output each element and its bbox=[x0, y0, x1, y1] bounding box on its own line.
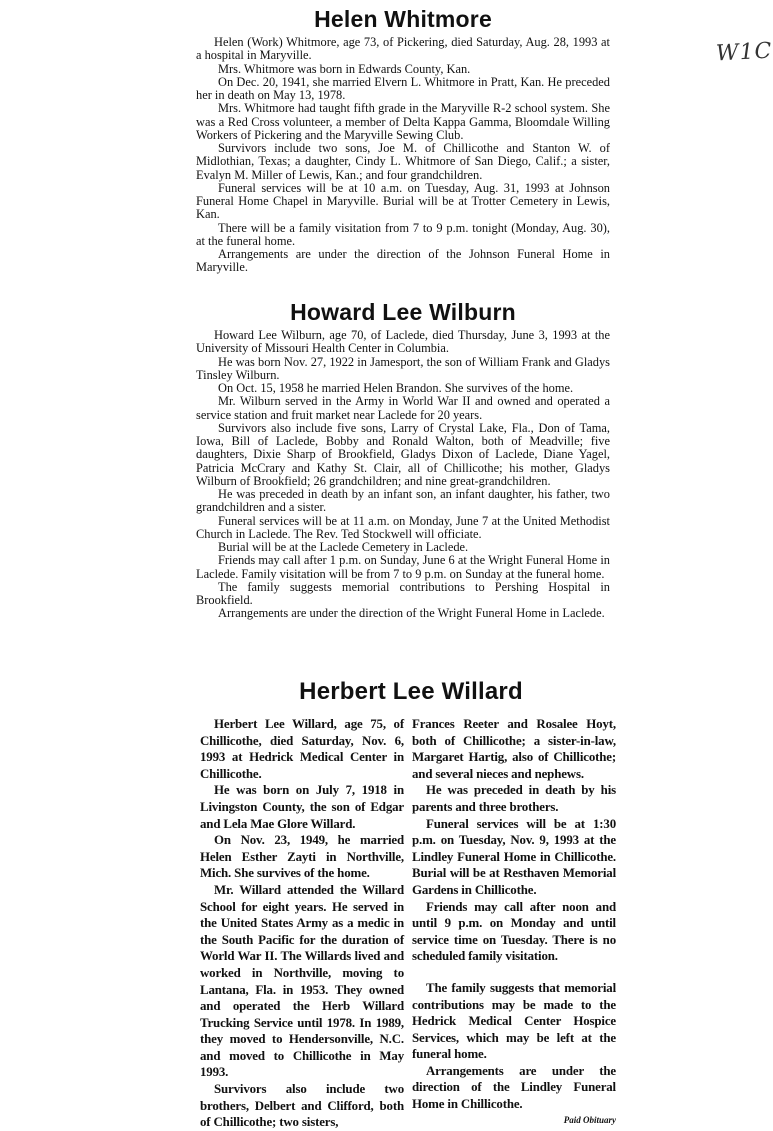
right-column bbox=[412, 716, 616, 1131]
paragraph: Friends may call after noon and until 9 p.m. on Monday and until service time on Tuesday. There is no scheduled family visitation. bbox=[412, 899, 616, 964]
obituary-helen-whitmore bbox=[196, 6, 610, 275]
paragraph: Frances Reeter and Rosalee Hoyt, both of Chillicothe; a sister-in-law, Margaret Hartig, also of Chillicothe; and several nieces and nephews. bbox=[412, 717, 616, 781]
paragraph: He was preceded in death by an infant son, an infant daughter, his father, two grandchildren and a sister. bbox=[196, 487, 610, 515]
paragraph: Survivors include two sons, Joe M. of Chillicothe and Stanton W. of Midlothian, Texas; a daughter, Cindy L. Whitmore of San Diego, Calif.; a sister, Evalyn M. Miller of Lewis, Kan.; and four grandchildren. bbox=[196, 141, 610, 182]
paragraph: Helen (Work) Whitmore, age 73, of Pickering, died Saturday, Aug. 28, 1993 at a hospital in Maryville. bbox=[196, 35, 610, 63]
paragraph: Funeral services will be at 11 a.m. on Monday, June 7 at the United Methodist Church in Laclede. The Rev. Ted Stockwell will officiate. bbox=[196, 513, 610, 541]
paragraph: Arrangements are under the direction of the Lindley Funeral Home in Chillicothe. bbox=[412, 1063, 616, 1112]
paragraph: Howard Lee Wilburn, age 70, of Laclede, died Thursday, June 3, 1993 at the University of Missouri Health Center in Columbia. bbox=[196, 328, 610, 356]
obituary-title: Helen Whitmore bbox=[314, 6, 492, 32]
paragraph: On Oct. 15, 1958 he married Helen Brandon. She survives of the home. bbox=[218, 381, 574, 395]
paragraph: There will be a family visitation from 7 to 9 p.m. tonight (Monday, Aug. 30), at the funeral home. bbox=[196, 220, 610, 248]
obituary-body bbox=[196, 36, 610, 275]
paragraph: Friends may call after 1 p.m. on Sunday, June 6 at the Wright Funeral Home in Laclede. Family visitation will be from 7 to 9 p.m. on Sunday at the funeral home. bbox=[196, 553, 610, 581]
paragraph: He was preceded in death by his parents and three brothers. bbox=[412, 783, 616, 814]
paragraph: Mr. Wilburn served in the Army in World War II and owned and operated a service station and fruit market near Laclede for 20 years. bbox=[196, 394, 610, 422]
paragraph: He was born on July 7, 1918 in Livingston County, the son of Edgar and Lela Mae Glore Willard. bbox=[200, 783, 404, 831]
paragraph: Survivors also include two brothers, Delbert and Clifford, both of Chillicothe; two sisters, bbox=[200, 1082, 404, 1130]
obituary-howard-lee-wilburn bbox=[196, 299, 610, 621]
paragraph: The family suggests memorial contributions to Pershing Hospital in Brookfield. bbox=[196, 579, 610, 607]
obituary-body bbox=[196, 329, 610, 621]
obituary-columns bbox=[200, 716, 616, 1131]
obituary-title: Herbert Lee Willard bbox=[299, 678, 523, 705]
paragraph: Mrs. Whitmore was born in Edwards County, Kan. bbox=[218, 61, 471, 76]
paid-obituary-label: Paid Obituary bbox=[563, 1114, 616, 1125]
paragraph: Arrangements are under the direction of the Wright Funeral Home in Laclede. bbox=[218, 606, 605, 621]
paragraph: Herbert Lee Willard, age 75, of Chillicothe, died Saturday, Nov. 6, 1993 at Hedrick Medical Center in Chillicothe. bbox=[200, 717, 404, 781]
paragraph: Survivors also include five sons, Larry of Crystal Lake, Fla., Don of Tama, Iowa, Bill of Laclede, Bobby and Ronald Walton, both of Meadville; five daughters, Dixie Sharp of Brookfield, Gladys Dixon of Laclede, Diane Yagel, Patricia McCrary and Kathy St. Clair, all of Chillicothe; his mother, Gladys Wilburn of Brookfield; 26 grandchildren; and nine great-grandchildren. bbox=[196, 420, 610, 488]
paragraph: Funeral services will be at 10 a.m. on Tuesday, Aug. 31, 1993 at Johnson Funeral Home Chapel in Maryville. Burial will be at Trotter Cemetery in Lewis, Kan. bbox=[196, 180, 610, 222]
paragraph: Arrangements are under the direction of the Johnson Funeral Home in Maryville. bbox=[196, 247, 610, 275]
paragraph: The family suggests that memorial contributions may be made to the Hedrick Medical Center Hospice Services, which may be left at the funeral home. bbox=[412, 980, 616, 1062]
handwritten-annotation: W1C bbox=[715, 38, 773, 67]
paragraph: On Dec. 20, 1941, she married Elvern L. Whitmore in Pratt, Kan. He preceded her in death on May 13, 1978. bbox=[196, 74, 610, 102]
paragraph: Funeral services will be at 1:30 p.m. on Tuesday, Nov. 9, 1993 at the Lindley Funeral Home in Chillicothe. Burial will be at Resthaven Memorial Gardens in Chillicothe. bbox=[412, 816, 616, 897]
paragraph: On Nov. 23, 1949, he married Helen Esther Zayti in Northville, Mich. She survives of the home. bbox=[200, 833, 404, 881]
paragraph: He was born Nov. 27, 1922 in Jamesport, the son of William Frank and Gladys Tinsley Wilburn. bbox=[196, 354, 610, 382]
paragraph: Mr. Willard attended the Willard School for eight years. He served in the United States Army as a medic in the South Pacific for the duration of World War II. The Willards lived and worked in Northville, moving to Lantana, Fla. in 1953. They owned and operated the Herb Willard Trucking Service until 1978. In 1989, they moved to Hendersonville, N.C. and moved to Chillicothe in May 1993. bbox=[200, 882, 404, 1080]
paragraph: Burial will be at the Laclede Cemetery in Laclede. bbox=[218, 540, 469, 554]
left-column bbox=[200, 716, 404, 1131]
paragraph: Mrs. Whitmore had taught fifth grade in the Maryville R-2 school system. She was a Red Cross volunteer, a member of Delta Kappa Gamma, Bloomdale Willing Workers of Pickering and the Maryville Sewing Club. bbox=[196, 101, 610, 142]
obituary-title: Howard Lee Wilburn bbox=[290, 299, 516, 325]
